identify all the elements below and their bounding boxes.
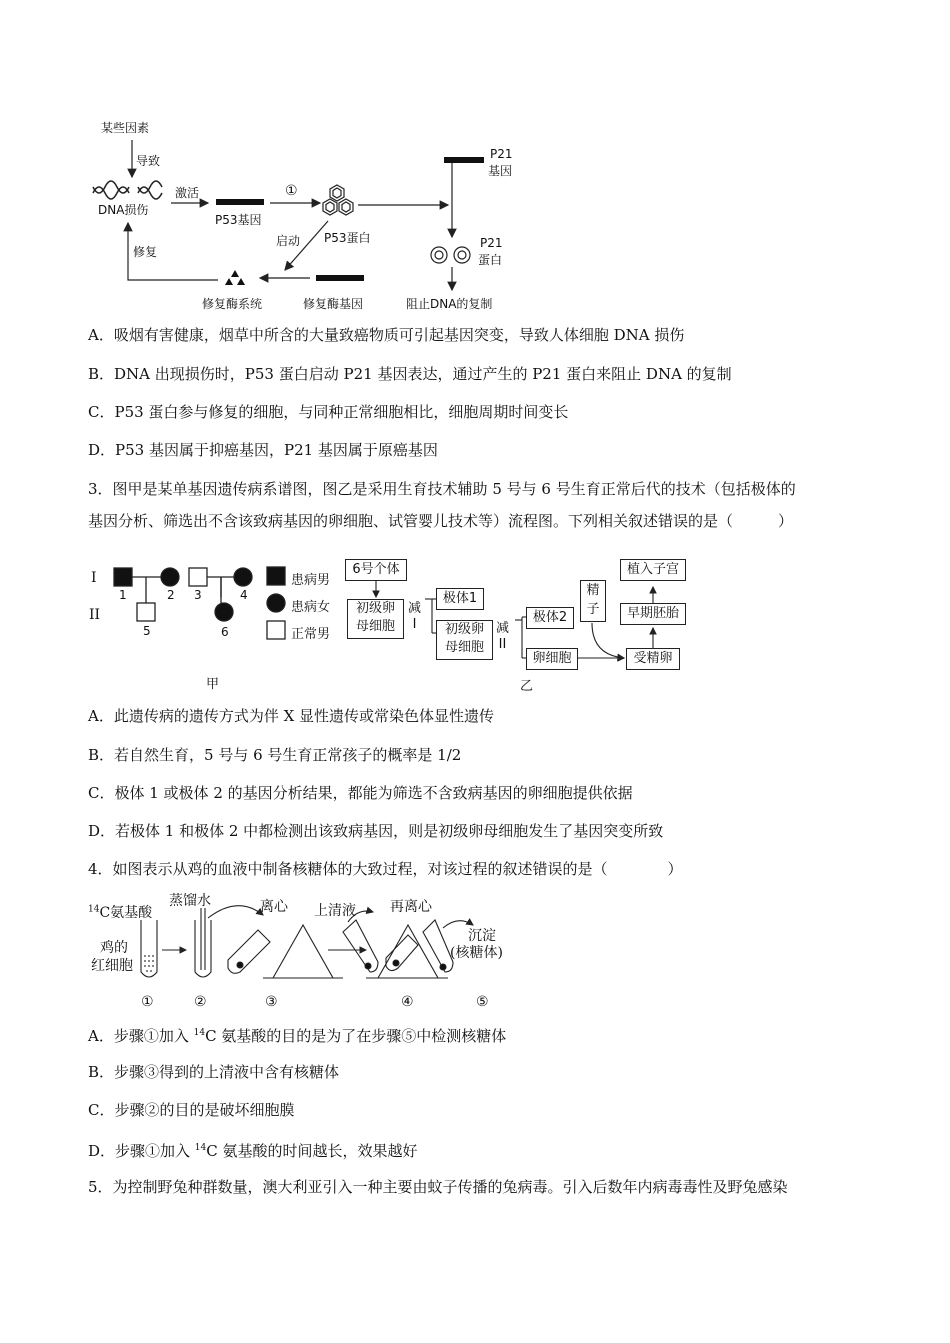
individual-5: 5 <box>143 624 151 638</box>
box-polar-body-1: 极体1 <box>436 588 484 610</box>
q4-option-a-post: C 氨基酸的目的是为了在步骤⑤中检测核糖体 <box>205 1027 507 1045</box>
q5-stem: 5．为控制野兔种群数量，澳大利亚引入一种主要由蚊子传播的兔病毒。引入后数年内病毒毒性及野兔感染 <box>88 1178 788 1196</box>
q3-stem-line2: 基因分析、筛选出不含该致病基因的卵细胞、试管婴儿技术等）流程图。下列相关叙述错误的是（ ） <box>88 512 794 530</box>
q4-option-d <box>88 1138 418 1161</box>
distilled-water-label: 蒸馏水 <box>169 893 211 909</box>
precipitate-label-b: (核糖体) <box>450 945 503 961</box>
meiosis-2-label <box>496 621 509 653</box>
individual-3: 3 <box>194 588 202 602</box>
q4-option-a <box>88 1023 506 1046</box>
q4-option-a-pre: A．步骤①加入 <box>88 1027 194 1045</box>
box-primary-oocyte-2 <box>436 620 493 660</box>
q2-option-a: A．吸烟有害健康，烟草中所含的大量致癌物质可引起基因突变，导致人体细胞 DNA 损伤 <box>88 326 685 344</box>
legend-affected-male: 患病男 <box>291 573 331 588</box>
step-3-marker: ③ <box>265 994 278 1010</box>
amino-acid-text: C氨基酸 <box>99 905 153 921</box>
p21-gene-label-b: 基因 <box>488 164 513 178</box>
box-polar-body-2: 极体2 <box>526 607 574 629</box>
q3-stem-line1: 3．图甲是某单基因遗传病系谱图，图乙是采用生育技术辅助 5 号与 6 号生育正常后代的技术（包括极体的 <box>88 480 796 498</box>
box-early-embryo: 早期胚胎 <box>620 603 686 625</box>
generation-1: I <box>91 570 97 586</box>
generation-2: II <box>89 607 101 623</box>
box-implant-uterus: 植入子宫 <box>620 559 686 581</box>
q3-option-c: C．极体 1 或极体 2 的基因分析结果，都能为筛选不含致病基因的卵细胞提供依据 <box>88 784 633 802</box>
step-5-marker: ⑤ <box>476 994 489 1010</box>
activate-label: 激活 <box>175 186 200 200</box>
box-primary-oocyte-2-a: 初级卵 <box>444 622 484 637</box>
p53-gene-label: P53基因 <box>215 213 262 227</box>
q2-option-d: D．P53 基因属于抑癌基因，P21 基因属于原癌基因 <box>88 441 438 459</box>
p53-diagram-graphics <box>88 115 528 315</box>
start-label: 启动 <box>276 234 301 248</box>
chicken-rbc-label-b: 红细胞 <box>91 958 133 974</box>
q2-option-b: B．DNA 出现损伤时，P53 蛋白启动 P21 基因表达，通过产生的 P21 蛋白来阻止 DNA 的复制 <box>88 365 732 383</box>
q3-option-d: D．若极体 1 和极体 2 中都检测出该致病基因，则是初级卵母细胞发生了基因突变所致 <box>88 822 664 840</box>
factors-label: 某些因素 <box>101 121 150 135</box>
recentrifuge-label: 再离心 <box>390 899 432 915</box>
step1-label: ① <box>285 183 298 199</box>
step-4-marker: ④ <box>401 994 414 1010</box>
q4-option-d-sup: 14 <box>194 1143 207 1153</box>
q3-option-b: B．若自然生育，5 号与 6 号生育正常孩子的概率是 1/2 <box>88 746 462 764</box>
chicken-rbc-label-a: 鸡的 <box>100 940 128 956</box>
p53-pathway-diagram <box>88 115 528 315</box>
individual-2: 2 <box>167 588 175 602</box>
individual-4: 4 <box>240 588 248 602</box>
dna-damage-label: DNA损伤 <box>98 203 149 217</box>
p21-gene-label-a: P21 <box>490 147 513 161</box>
repair-system-label: 修复酶系统 <box>202 297 263 311</box>
q4-option-c: C．步骤②的目的是破坏细胞膜 <box>88 1101 295 1119</box>
figure-jia-label: 甲 <box>206 677 220 692</box>
assisted-reproduction-flowchart <box>340 555 700 695</box>
meiosis-1-label <box>408 601 421 633</box>
precipitate-label-a: 沉淀 <box>468 928 496 944</box>
box-sperm <box>580 580 606 622</box>
box-primary-oocyte-1-a: 初级卵 <box>355 601 395 616</box>
q4-option-d-pre: D．步骤①加入 <box>88 1142 195 1160</box>
legend-normal-male: 正常男 <box>291 627 331 642</box>
legend-affected-female: 患病女 <box>291 600 331 615</box>
pedigree-figure <box>88 555 348 690</box>
c14-superscript: 14 <box>88 904 100 915</box>
meiosis-2-b: II <box>498 637 507 652</box>
step-1-marker: ① <box>141 994 154 1010</box>
meiosis-1-a: 减 <box>408 601 422 616</box>
q4-option-d-post: C 氨基酸的时间越长，效果越好 <box>206 1142 418 1160</box>
box-fertilized-egg: 受精卵 <box>626 648 680 670</box>
repair-gene-label: 修复酶基因 <box>303 297 364 311</box>
supernatant-label: 上清液 <box>314 903 356 919</box>
q4-option-a-sup: 14 <box>193 1028 206 1038</box>
q4-option-b: B．步骤③得到的上清液中含有核糖体 <box>88 1063 340 1081</box>
box-primary-oocyte-1-b: 母细胞 <box>355 619 395 634</box>
p53-protein-label: P53蛋白 <box>324 231 371 245</box>
box-primary-oocyte-1 <box>347 599 404 639</box>
ribosome-prep-figure <box>88 890 528 1015</box>
q2-option-c: C．P53 蛋白参与修复的细胞，与同种正常细胞相比，细胞周期时间变长 <box>88 403 569 421</box>
p21-protein-label-b: 蛋白 <box>478 253 503 267</box>
centrifuge-label: 离心 <box>260 899 288 915</box>
meiosis-1-b: I <box>412 617 417 632</box>
box-egg-cell: 卵细胞 <box>526 648 578 670</box>
individual-6: 6 <box>221 625 229 639</box>
individual-1: 1 <box>119 588 127 602</box>
figure-yi-label: 乙 <box>520 679 534 694</box>
repair-label: 修复 <box>133 245 158 259</box>
block-replication-label: 阻止DNA的复制 <box>406 297 493 311</box>
amino-acid-label <box>88 902 152 922</box>
box-sperm-a: 精 <box>586 583 600 598</box>
q4-stem: 4．如图表示从鸡的血液中制备核糖体的大致过程，对该过程的叙述错误的是（ ） <box>88 860 683 878</box>
box-primary-oocyte-2-b: 母细胞 <box>444 640 484 655</box>
step-2-marker: ② <box>194 994 207 1010</box>
cause-label: 导致 <box>136 154 161 168</box>
q3-option-a: A．此遗传病的遗传方式为伴 X 显性遗传或常染色体显性遗传 <box>88 707 495 725</box>
box-individual-6: 6号个体 <box>345 559 407 581</box>
p21-protein-label-a: P21 <box>480 236 503 250</box>
box-sperm-b: 子 <box>586 602 600 617</box>
meiosis-2-a: 减 <box>496 621 510 636</box>
